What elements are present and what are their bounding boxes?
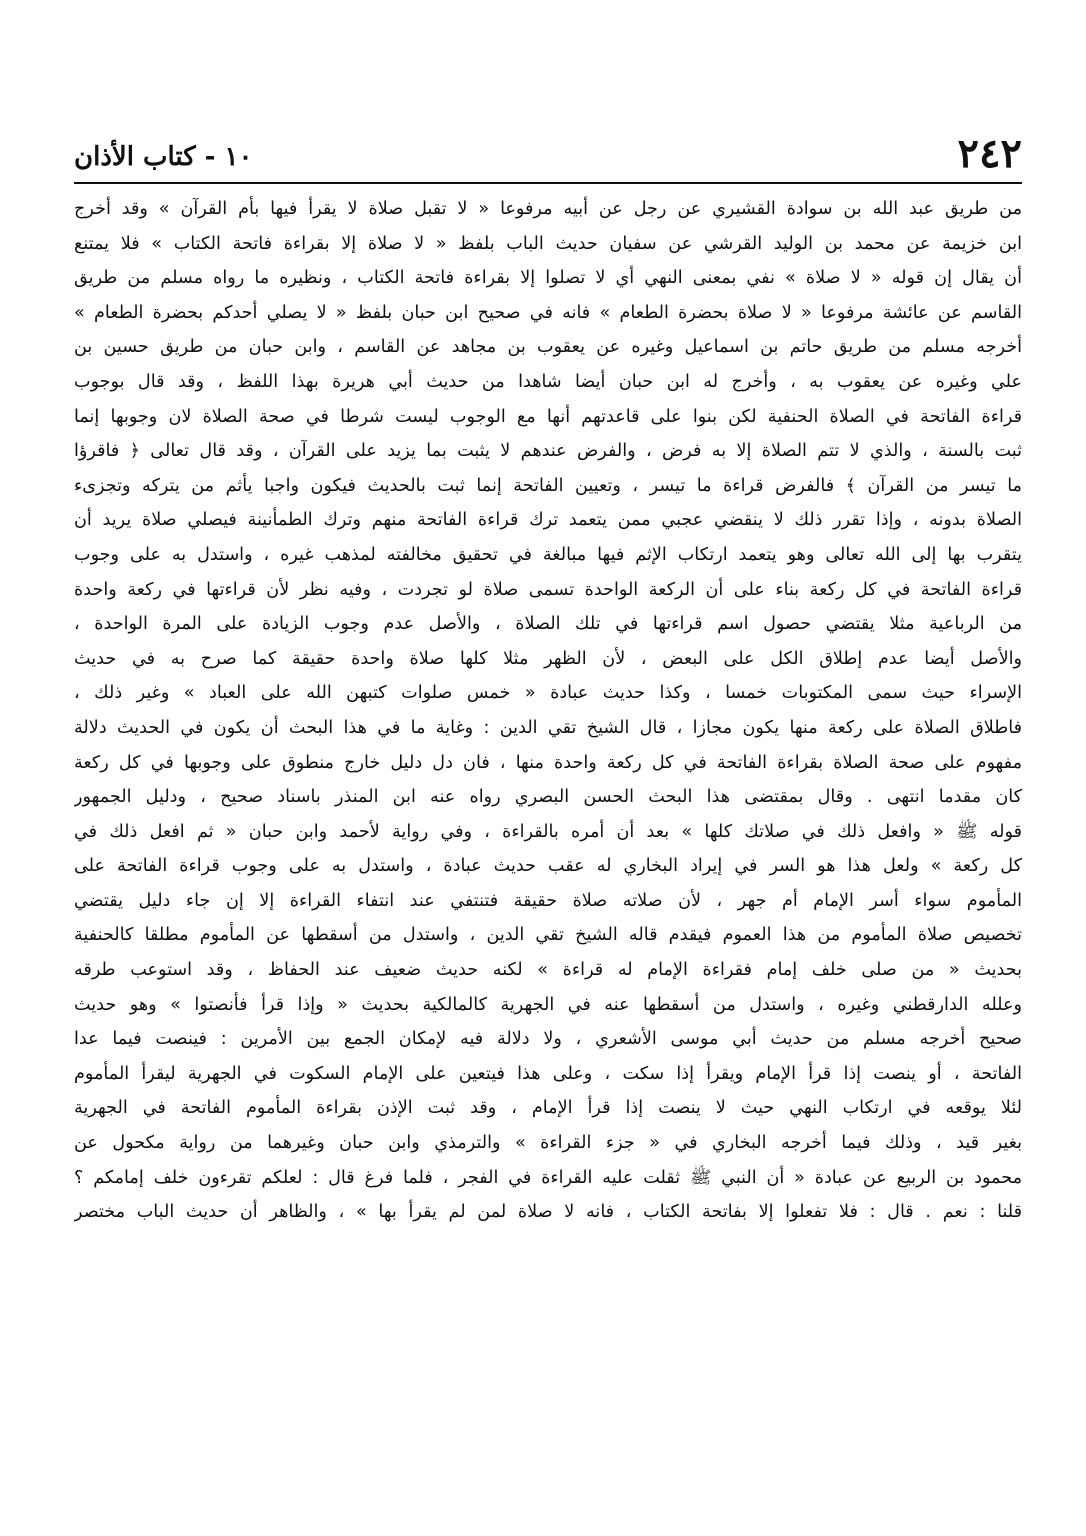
text-line: ما تيسر من القرآن ﴾ فالفرض قراءة ما تيسر ، وتعيين الفاتحة إنما ثبت بالحديث فيكون واجبا يأثم من يتركه وتجزىء [74,475,1022,496]
text-line: صحيح أخرجه مسلم من حديث أبي موسى الأشعري ، ولا دلالة فيه لإمكان الجمع بين الأمرين : فينصت فيما عدا [74,1029,1022,1050]
text-line: ثبت بالسنة ، والذي لا تتم الصلاة إلا به فرض ، والفرض عندهم لا يثبت بما يزيد على القرآن ، وقد قال تعالى ﴿ فاقرؤا [74,441,1022,462]
page-number: ٢٤٢ [957,130,1022,177]
text-line: أخرجه مسلم من طريق حاتم بن اسماعيل وغيره عن يعقوب بن مجاهد عن القاسم ، وابن حبان من طريق حسين بن [74,337,1022,358]
text-line: الفاتحة ، أو ينصت إذا قرأ الإمام ويقرأ إذا سكت ، وعلى هذا فيتعين على الإمام السكوت في الجهرية ليقرأ المأموم [74,1063,1022,1084]
text-line: محمود بن الربيع عن عبادة « أن النبي ﷺ ثقلت عليه القراءة في الفجر ، فلما فرغ قال : لعلكم تقرءون خلف إمامكم ؟ [74,1167,1022,1188]
text-line: من الرباعية مثلا يقتضي حصول اسم قراءتها في تلك الصلاة ، والأصل عدم وجوب الزيادة على المرة الواحدة ، [74,614,1022,635]
text-line: فاطلاق الصلاة على ركعة منها يكون مجازا ، قال الشيخ تقي الدين : وغاية ما في هذا البحث أن يكون في الحديث دلالة [74,717,1022,738]
text-line: المأموم سواء أسر الإمام أم جهر ، لأن صلاته صلاة حقيقة فتنتفي عند انتفاء القراءة إلا إن جاء دليل يقتضي [74,890,1022,911]
text-line: قوله ﷺ « وافعل ذلك في صلاتك كلها » بعد أن أمره بالقراءة ، وفي رواية لأحمد وابن حبان « ثم افعل ذلك في [74,821,1022,842]
text-line: كان مقدما انتهى . وقال بمقتضى هذا البحث الحسن البصري رواه عنه ابن المنذر باسناد صحيح ، ودليل الجمهور [74,787,1022,808]
text-line: القاسم عن عائشة مرفوعا « لا صلاة بحضرة الطعام » فانه في صحيح ابن حبان بلفظ « لا يصلي أحدكم بحضرة الطعام » [74,302,1022,323]
text-line: وعلله الدارقطني وغيره ، واستدل من أسقطها عنه في الجهرية كالمالكية بحديث « وإذا قرأ فأنصتوا » وهو حديث [74,994,1022,1015]
text-line: قلنا : نعم . قال : فلا تفعلوا إلا بفاتحة الكتاب ، فانه لا صلاة لمن لم يقرأ بها » ، والظاهر أن حديث الباب مختصر [74,1202,1022,1223]
text-line: الصلاة بدونه ، وإذا تقرر ذلك لا ينقضي عجبي ممن يتعمد ترك قراءة الفاتحة منهم وترك الطمأنينة فيصلي صلاة يريد أن [74,510,1022,531]
text-line: والأصل أيضا عدم إطلاق الكل على البعض ، لأن الظهر مثلا كلها صلاة واحدة حقيقة كما صرح به في حديث [74,648,1022,669]
text-line: الإسراء حيث سمى المكتوبات خمسا ، وكذا حديث عبادة « خمس صلوات كتبهن الله على العباد » وغير ذلك ، [74,683,1022,704]
text-line: قراءة الفاتحة في الصلاة الحنفية لكن بنوا على قاعدتهم أنها مع الوجوب ليست شرطا في صحة الصلاة لان وجوبها إنما [74,406,1022,427]
text-line: قراءة الفاتحة في كل ركعة بناء على أن الركعة الواحدة تسمى صلاة لو تجردت ، وفيه نظر لأن قراءتها في ركعة واحدة [74,579,1022,600]
text-line: مفهوم على صحة الصلاة بقراءة الفاتحة في كل ركعة واحدة منها ، فان دل دليل خارج منطوق على وجوبها في كل ركعة [74,752,1022,773]
text-line: يتقرب بها إلى الله تعالى وهو يتعمد ارتكاب الإثم فيها مبالغة في تحقيق مخالفته لمذهب غيره ، واستدل به على وجوب [74,544,1022,565]
page-header [74,118,1022,178]
text-line: علي وغيره عن يعقوب به ، وأخرج له ابن حبان أيضا شاهدا من حديث أبي هريرة بهذا اللفظ ، وقد قال بوجوب [74,371,1022,392]
text-line: ابن خزيمة عن محمد بن الوليد القرشي عن سفيان حديث الباب بلفظ « لا صلاة إلا بقراءة فاتحة الكتاب » فلا يمتنع [74,233,1022,254]
text-line: كل ركعة » ولعل هذا هو السر في إيراد البخاري له عقب حديث عبادة ، واستدل به على وجوب قراءة الفاتحة على [74,856,1022,877]
text-line: تخصيص صلاة المأموم من هذا العموم فيقدم قاله الشيخ تقي الدين ، واستدل من أسقطها عن المأموم مطلقا كالحنفية [74,925,1022,946]
text-body [74,192,1022,1230]
text-line: بغير قيد ، وذلك فيما أخرجه البخاري في « جزء القراءة » والترمذي وابن حبان وغيرهما من رواية مكحول عن [74,1133,1022,1154]
text-line: أن يقال إن قوله « لا صلاة » نفي بمعنى النهي أي لا تصلوا إلا بقراءة فاتحة الكتاب ، ونظيره ما رواه مسلم من طريق [74,268,1022,289]
text-line: بحديث « من صلى خلف إمام فقراءة الإمام له قراءة » لكنه حديث ضعيف عند الحفاظ ، وقد استوعب طرقه [74,960,1022,981]
text-line: من طريق عبد الله بن سوادة القشيري عن رجل عن أبيه مرفوعا « لا تقبل صلاة لا يقرأ فيها بأم القرآن » وقد أخرج [74,199,1022,219]
chapter-title: ١٠ - كتاب الأذان [74,142,253,172]
header-divider [74,182,1022,184]
text-line: لئلا يوقعه في ارتكاب النهي حيث لا ينصت إذا قرأ الإمام ، وقد ثبت الإذن بقراءة المأموم الفاتحة في الجهرية [74,1098,1022,1119]
